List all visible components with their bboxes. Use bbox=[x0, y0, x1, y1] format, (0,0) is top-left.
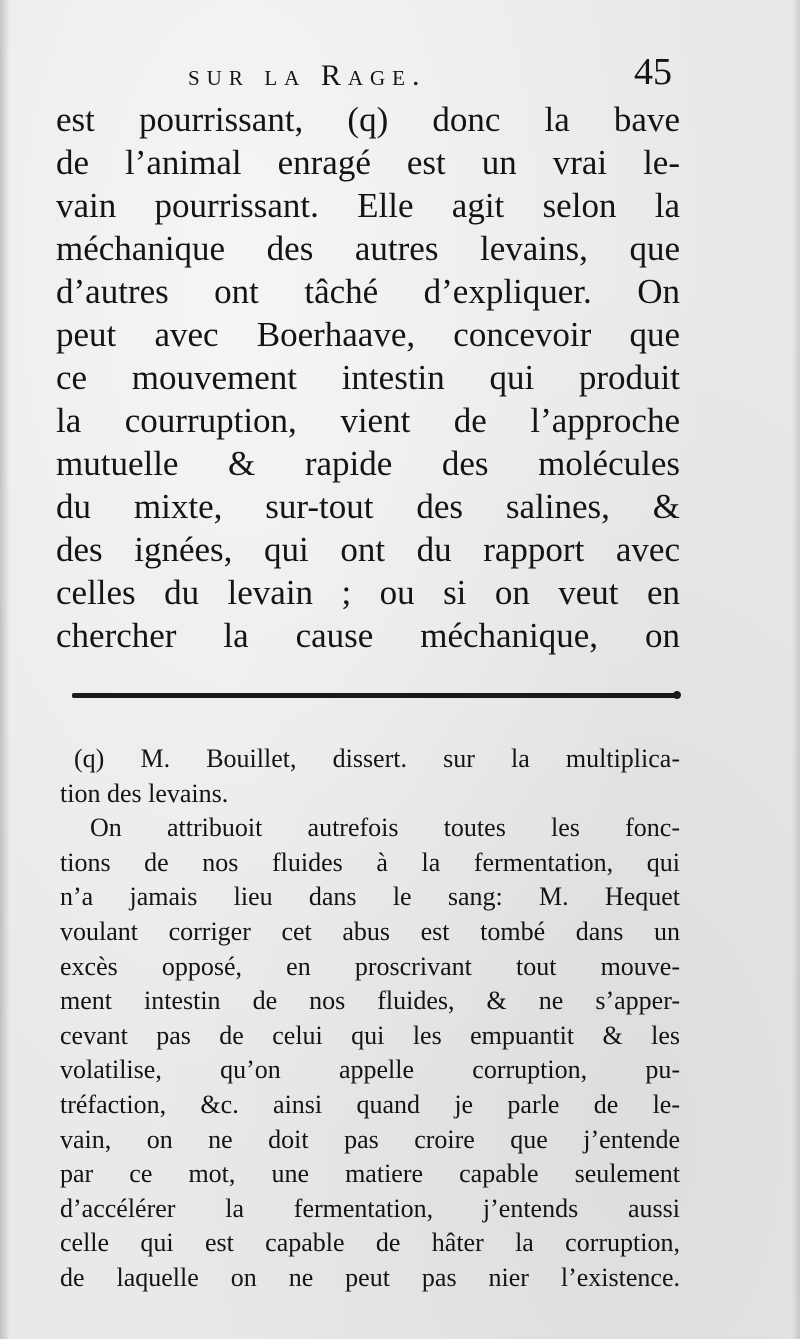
footnote-line: On attribuoit autrefois toutes les fonc- bbox=[90, 813, 680, 843]
main-text-line: d’autres ont tâché d’expliquer. On bbox=[56, 272, 680, 311]
main-text-line: de l’animal enragé est un vrai le- bbox=[56, 143, 680, 182]
footnote-line: cevant pas de celui qui les empuantit & les bbox=[60, 1020, 680, 1050]
footnote-line: volatilise, qu’on appelle corruption, pu- bbox=[60, 1055, 680, 1085]
footnote-line: tréfaction, &c. ainsi quand je parle de le- bbox=[60, 1089, 680, 1119]
footnote-line: voulant corriger cet abus est tombé dans un bbox=[60, 916, 680, 946]
page-number: 45 bbox=[634, 51, 672, 93]
main-text-line: mutuelle & rapide des molécules bbox=[56, 444, 680, 483]
main-text-line: chercher la cause méchanique, on bbox=[56, 616, 680, 655]
main-text-line: du mixte, sur-tout des salines, & bbox=[56, 487, 680, 526]
footnote-line: excès opposé, en proscrivant tout mouve- bbox=[60, 951, 680, 981]
main-text-line: peut avec Boerhaave, concevoir que bbox=[56, 315, 680, 354]
footnote-line: (q) M. Bouillet, dissert. sur la multiplica- bbox=[74, 744, 680, 773]
main-text-line: méchanique des autres levains, que bbox=[56, 229, 680, 268]
footnote-line: n’a jamais lieu dans le sang: M. Hequet bbox=[60, 882, 680, 912]
footnote-line: tions de nos fluides à la fermentation, qui bbox=[60, 847, 680, 877]
footnote-line: ment intestin de nos fluides, & ne s’apper- bbox=[60, 986, 680, 1016]
main-text-block bbox=[56, 98, 680, 657]
running-title: sur la Rage. bbox=[188, 59, 427, 92]
footnote-line: vain, on ne doit pas croire que j’entende bbox=[60, 1124, 680, 1154]
main-text-line: la courruption, vient de l’approche bbox=[56, 401, 680, 440]
main-text-line: vain pourrissant. Elle agit selon la bbox=[56, 186, 680, 225]
running-head bbox=[0, 52, 800, 96]
footnote-separator-rule bbox=[72, 693, 678, 698]
footnote-line: tion des levains. bbox=[60, 778, 229, 808]
footnote-line: de laquelle on ne peut pas nier l’existence. bbox=[60, 1262, 680, 1292]
main-text-line: des ignées, qui ont du rapport avec bbox=[56, 530, 680, 569]
main-text-line: ce mouvement intestin qui produit bbox=[56, 358, 680, 397]
footnote-line: par ce mot, une matiere capable seulement bbox=[60, 1159, 680, 1189]
main-text-line: est pourrissant, (q) donc la bave bbox=[56, 100, 680, 139]
footnote-block bbox=[60, 742, 680, 1296]
footnote-line: d’accélérer la fermentation, j’entends aussi bbox=[60, 1193, 680, 1223]
footnote-line: celle qui est capable de hâter la corruption, bbox=[60, 1228, 680, 1258]
main-text-line: celles du levain ; ou si on veut en bbox=[56, 573, 680, 612]
